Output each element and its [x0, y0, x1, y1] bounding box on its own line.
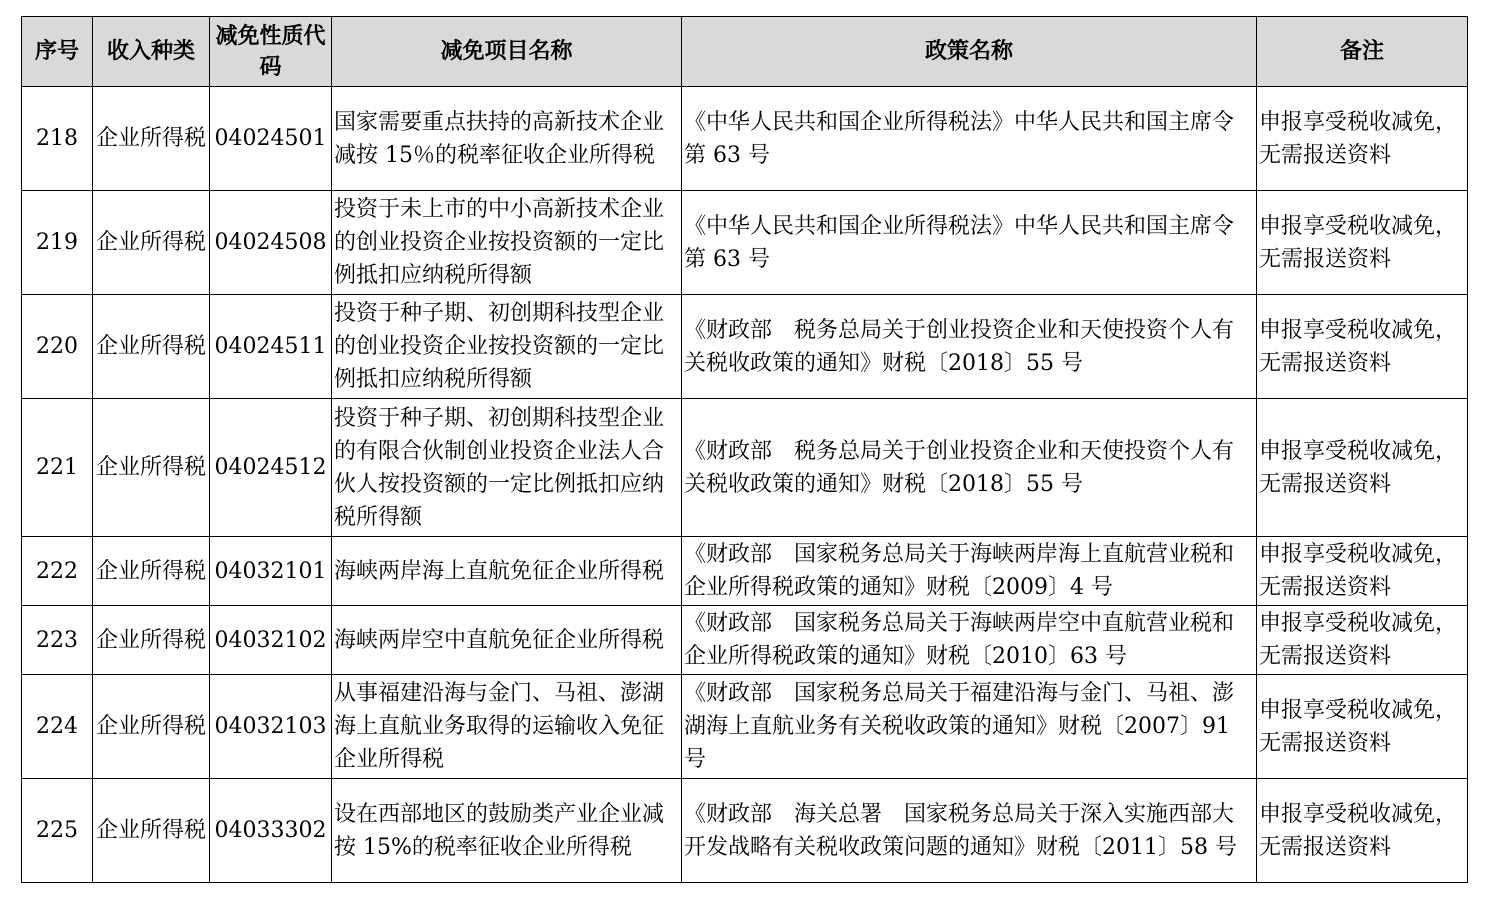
table-row: [22, 191, 1468, 295]
income-type: 企业所得税: [93, 399, 210, 537]
row-number: 225: [22, 779, 93, 883]
remark: 申报享受税收减免，无需报送资料: [1257, 675, 1468, 779]
reduction-item: 投资于种子期、初创期科技型企业的创业投资企业按投资额的一定比例抵扣应纳税所得额: [332, 295, 682, 399]
income-type: 企业所得税: [93, 537, 210, 606]
policy-name: 《财政部 国家税务总局关于福建沿海与金门、马祖、澎湖海上直航业务有关税收政策的通知》财税〔2007〕91 号: [682, 675, 1257, 779]
remark: 申报享受税收减免，无需报送资料: [1257, 87, 1468, 191]
income-type: 企业所得税: [93, 87, 210, 191]
header-type: 收入种类: [93, 17, 210, 87]
reduction-item: 国家需要重点扶持的高新技术企业减按 15％的税率征收企业所得税: [332, 87, 682, 191]
income-type: 企业所得税: [93, 295, 210, 399]
tax-reduction-table: [21, 16, 1468, 883]
row-number: 223: [22, 606, 93, 675]
table-row: [22, 87, 1468, 191]
row-number: 220: [22, 295, 93, 399]
header-row: [22, 17, 1468, 87]
table-row: [22, 675, 1468, 779]
reduction-item: 投资于种子期、初创期科技型企业的有限合伙制创业投资企业法人合伙人按投资额的一定比例抵扣应纳税所得额: [332, 399, 682, 537]
row-number: 218: [22, 87, 93, 191]
policy-name: 《中华人民共和国企业所得税法》中华人民共和国主席令第 63 号: [682, 191, 1257, 295]
reduction-item: 投资于未上市的中小高新技术企业的创业投资企业按投资额的一定比例抵扣应纳税所得额: [332, 191, 682, 295]
policy-name: 《财政部 税务总局关于创业投资企业和天使投资个人有关税收政策的通知》财税〔2018〕55 号: [682, 399, 1257, 537]
reduction-code: 04024511: [210, 295, 332, 399]
income-type: 企业所得税: [93, 191, 210, 295]
policy-name: 《财政部 税务总局关于创业投资企业和天使投资个人有关税收政策的通知》财税〔2018〕55 号: [682, 295, 1257, 399]
table-row: [22, 537, 1468, 606]
header-code: 减免性质代码: [210, 17, 332, 87]
policy-name: 《财政部 海关总署 国家税务总局关于深入实施西部大开发战略有关税收政策问题的通知》财税〔2011〕58 号: [682, 779, 1257, 883]
header-num: 序号: [22, 17, 93, 87]
reduction-code: 04032101: [210, 537, 332, 606]
reduction-item: 从事福建沿海与金门、马祖、澎湖海上直航业务取得的运输收入免征企业所得税: [332, 675, 682, 779]
remark: 申报享受税收减免，无需报送资料: [1257, 606, 1468, 675]
remark: 申报享受税收减免，无需报送资料: [1257, 399, 1468, 537]
header-note: 备注: [1257, 17, 1468, 87]
income-type: 企业所得税: [93, 779, 210, 883]
reduction-code: 04024501: [210, 87, 332, 191]
table-row: [22, 295, 1468, 399]
reduction-item: 海峡两岸海上直航免征企业所得税: [332, 537, 682, 606]
income-type: 企业所得税: [93, 606, 210, 675]
header-item: 减免项目名称: [332, 17, 682, 87]
reduction-code: 04024512: [210, 399, 332, 537]
reduction-item: 设在西部地区的鼓励类产业企业减按 15%的税率征收企业所得税: [332, 779, 682, 883]
row-number: 222: [22, 537, 93, 606]
reduction-code: 04033302: [210, 779, 332, 883]
table-row: [22, 399, 1468, 537]
remark: 申报享受税收减免，无需报送资料: [1257, 537, 1468, 606]
remark: 申报享受税收减免，无需报送资料: [1257, 295, 1468, 399]
row-number: 221: [22, 399, 93, 537]
remark: 申报享受税收减免，无需报送资料: [1257, 779, 1468, 883]
row-number: 219: [22, 191, 93, 295]
table-row: [22, 779, 1468, 883]
table-row: [22, 606, 1468, 675]
income-type: 企业所得税: [93, 675, 210, 779]
row-number: 224: [22, 675, 93, 779]
policy-name: 《财政部 国家税务总局关于海峡两岸海上直航营业税和企业所得税政策的通知》财税〔2009〕4 号: [682, 537, 1257, 606]
remark: 申报享受税收减免，无需报送资料: [1257, 191, 1468, 295]
reduction-code: 04024508: [210, 191, 332, 295]
reduction-code: 04032102: [210, 606, 332, 675]
reduction-item: 海峡两岸空中直航免征企业所得税: [332, 606, 682, 675]
policy-name: 《财政部 国家税务总局关于海峡两岸空中直航营业税和企业所得税政策的通知》财税〔2010〕63 号: [682, 606, 1257, 675]
header-policy: 政策名称: [682, 17, 1257, 87]
policy-name: 《中华人民共和国企业所得税法》中华人民共和国主席令第 63 号: [682, 87, 1257, 191]
reduction-code: 04032103: [210, 675, 332, 779]
